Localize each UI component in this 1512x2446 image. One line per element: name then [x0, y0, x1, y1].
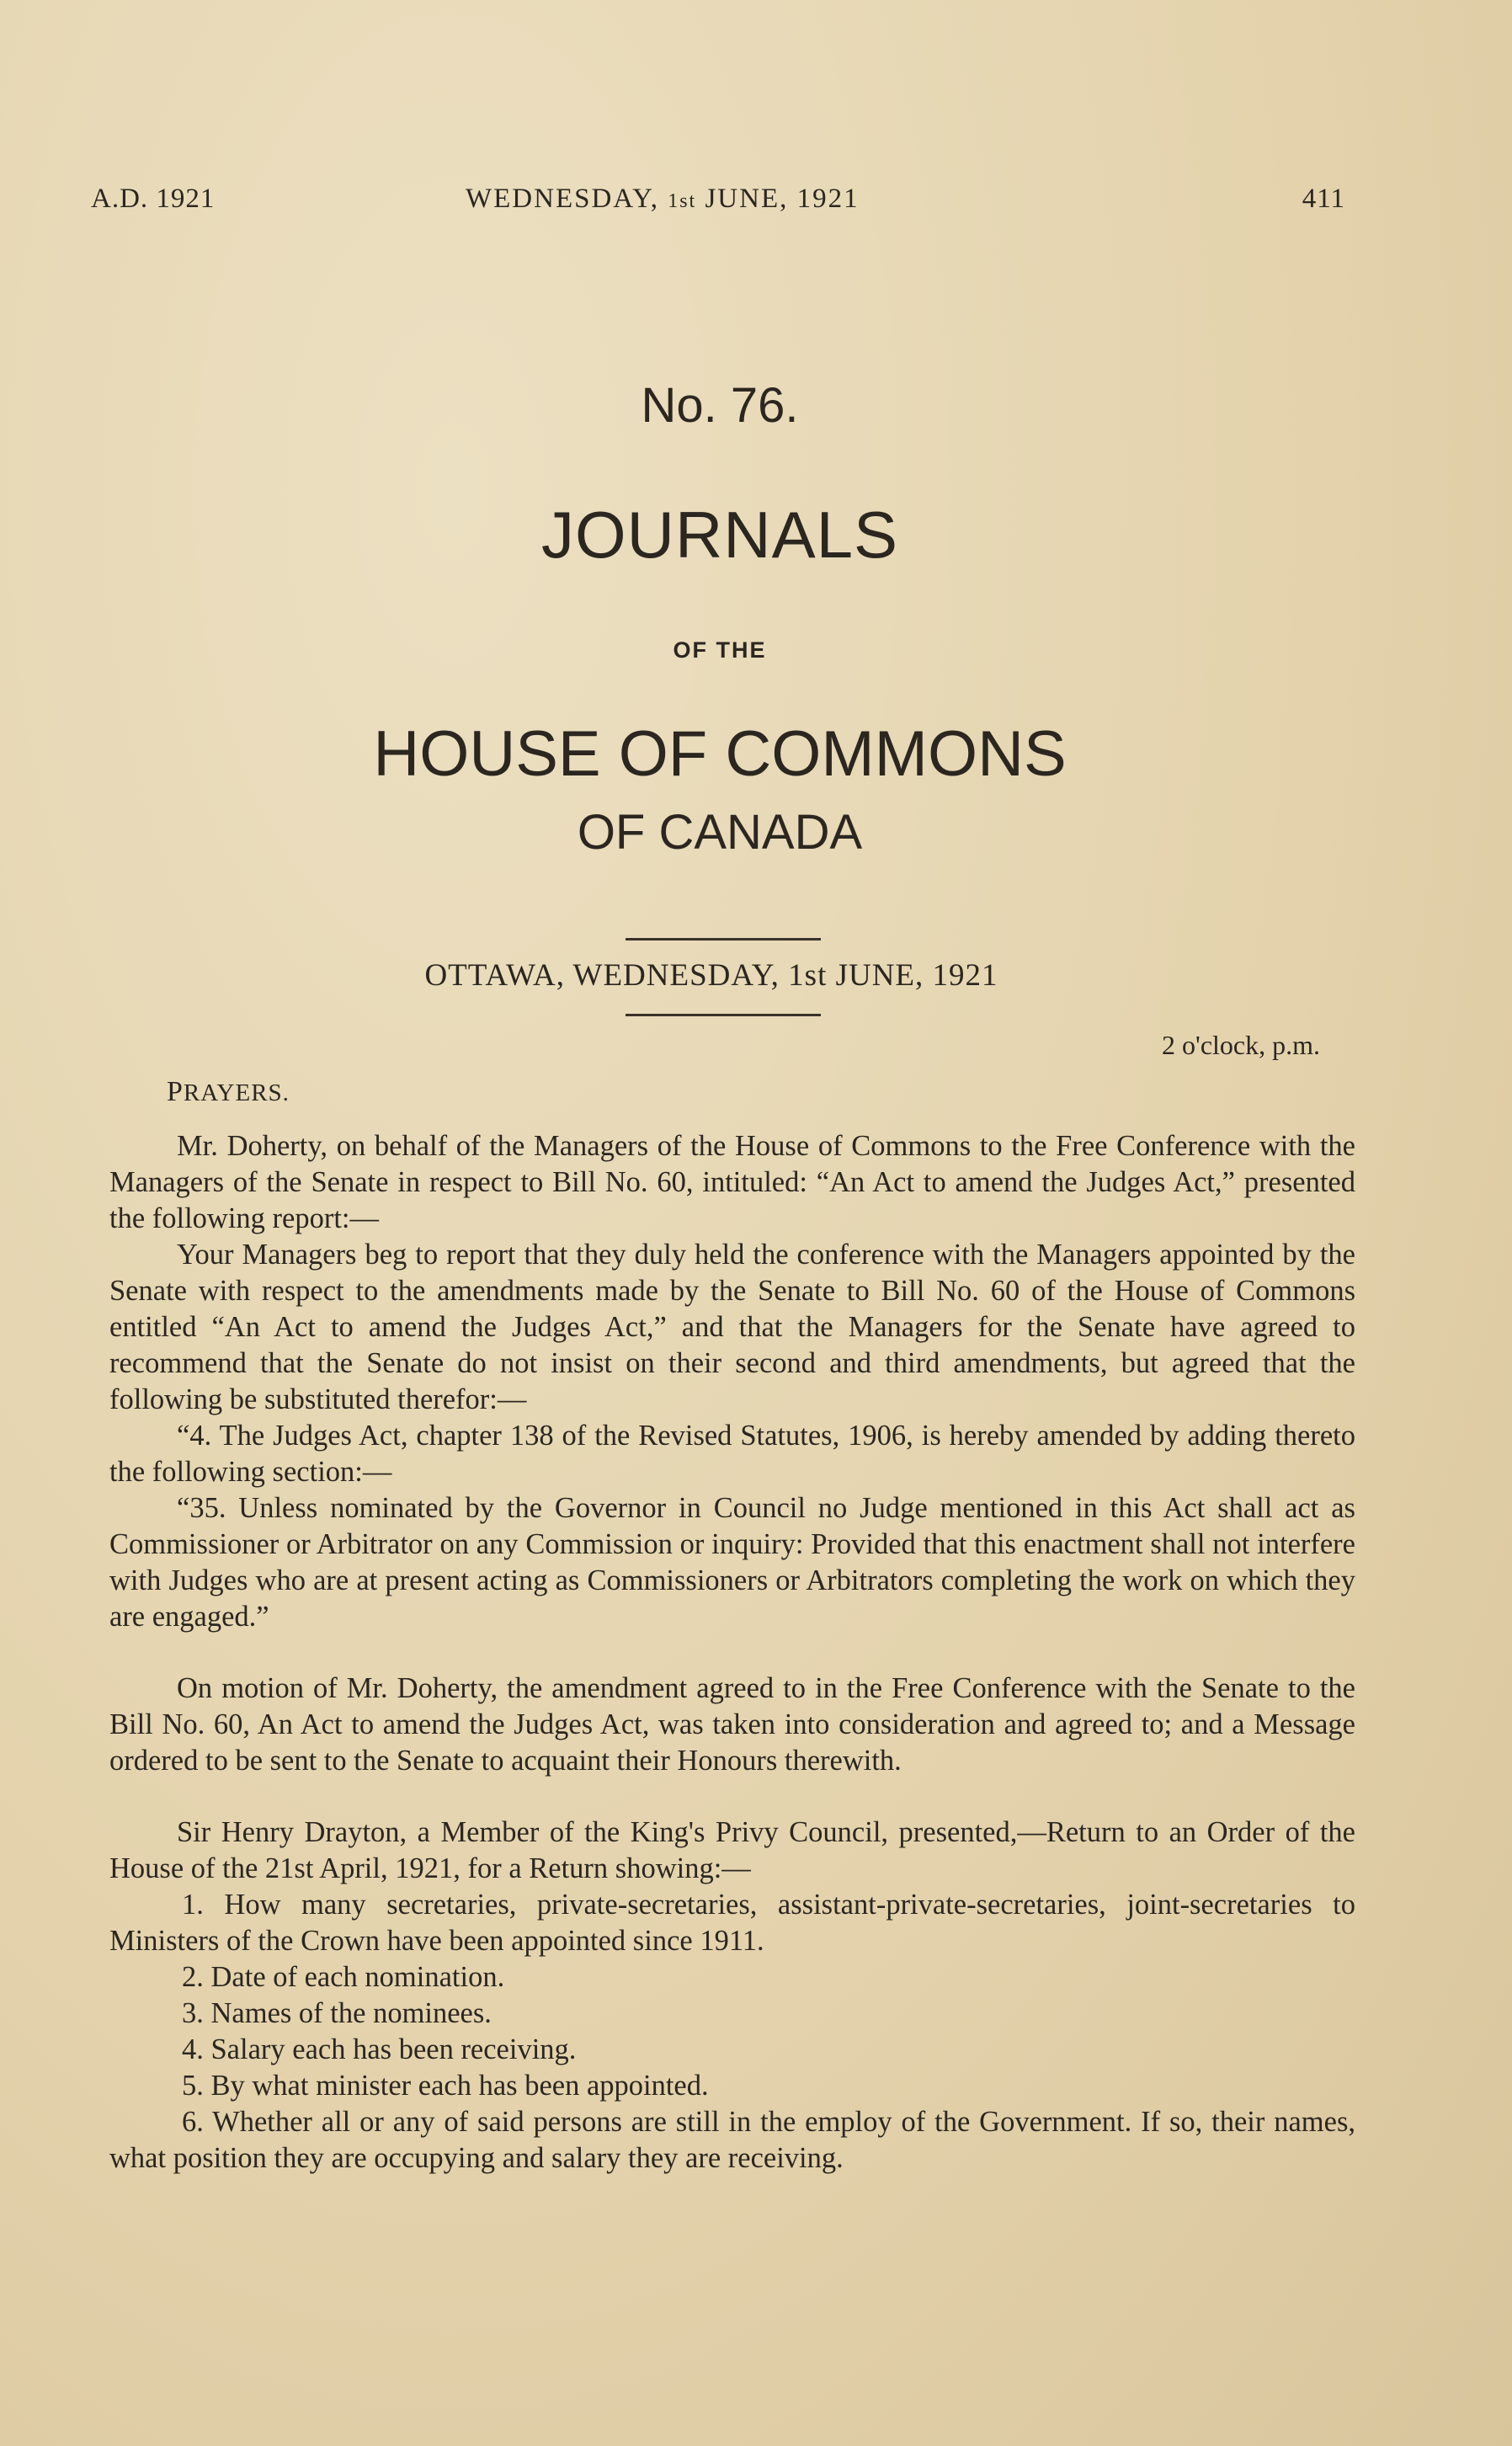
paragraph-motion: On motion of Mr. Doherty, the amendment agreed to in the Free Conference with the Senate to the Bill No. 60, An Act to amend the Judges Act, was taken into consideration and agreed to; and a Message ordered to be sent to the Senate to acquaint their Honours therewith.: [109, 1672, 1355, 1777]
return-item: 2. Date of each nomination.: [182, 1961, 505, 1993]
journal-title: JOURNALS: [540, 498, 899, 572]
bottom-rule: [626, 1014, 821, 1016]
paragraph-report-presented: Mr. Doherty, on behalf of the Managers of the House of Commons to the Free Conference with the Managers of the Senate in respect to Bill No. 60, intituled: “An Act to amend the Judges Act,” presented the following report:—: [109, 1130, 1355, 1234]
prayers-heading: [167, 1076, 290, 1108]
page-number: 411: [1302, 184, 1345, 214]
prayers-rest: RAYERS.: [183, 1079, 290, 1106]
running-head-year: A.D. 1921: [91, 184, 216, 214]
paragraph-return: Sir Henry Drayton, a Member of the King's Privy Council, presented,—Return to an Order of the House of the 21st April, 1921, for a Return showing:—: [109, 1816, 1355, 1884]
running-head-weekday: WEDNESDAY,: [466, 184, 659, 214]
return-item: 4. Salary each has been receiving.: [182, 2033, 577, 2065]
running-head-date: [466, 184, 860, 215]
return-item: 1. How many secretaries, private-secretaries, assistant-private-secretaries, joint-secretaries to Ministers of the Crown have been appointed since 1911.: [109, 1889, 1355, 1957]
return-item: 6. Whether all or any of said persons are still in the employ of the Government. If so, their names, what position they are occupying and salary they are receiving.: [109, 2106, 1355, 2174]
dateline: OTTAWA, WEDNESDAY, 1st JUNE, 1921: [424, 958, 998, 993]
issue-number: No. 76.: [641, 378, 799, 433]
top-rule: [626, 938, 821, 941]
title-connector: OF THE: [673, 637, 767, 663]
running-head-month-year: JUNE, 1921: [705, 184, 860, 214]
country-title: OF CANADA: [577, 805, 863, 860]
house-title: HOUSE OF COMMONS: [373, 718, 1067, 790]
paragraph-managers-report: Your Managers beg to report that they duly held the conference with the Managers appointed by the Senate with respect to the amendments made by the Senate to Bill No. 60 of the House of Commons entitled “An Act to amend the Judges Act,” and that the Managers for the Senate have agreed to recommend that the Senate do not insist on their second and third amendments, but agreed that the following be substituted therefor:—: [109, 1239, 1355, 1415]
return-item: 3. Names of the nominees.: [182, 1997, 492, 2029]
journal-body: [109, 1128, 1355, 2177]
sitting-time: 2 o'clock, p.m.: [1162, 1030, 1320, 1060]
paragraph-amendment-4: “4. The Judges Act, chapter 138 of the Revised Statutes, 1906, is hereby amended by adding thereto the following section:—: [109, 1420, 1355, 1488]
running-head-day: 1st: [668, 190, 697, 212]
return-item: 5. By what minister each has been appointed.: [182, 2070, 709, 2102]
paragraph-section-35: “35. Unless nominated by the Governor in Council no Judge mentioned in this Act shall act as Commissioner or Arbitrator on any Commission or inquiry: Provided that this enactment shall not interfere with Judges who are at present acting as Commissioners or Arbitrators completing the work on which they are engaged.”: [109, 1492, 1355, 1633]
running-head: [91, 184, 1345, 226]
prayers-initial: P: [167, 1076, 184, 1107]
